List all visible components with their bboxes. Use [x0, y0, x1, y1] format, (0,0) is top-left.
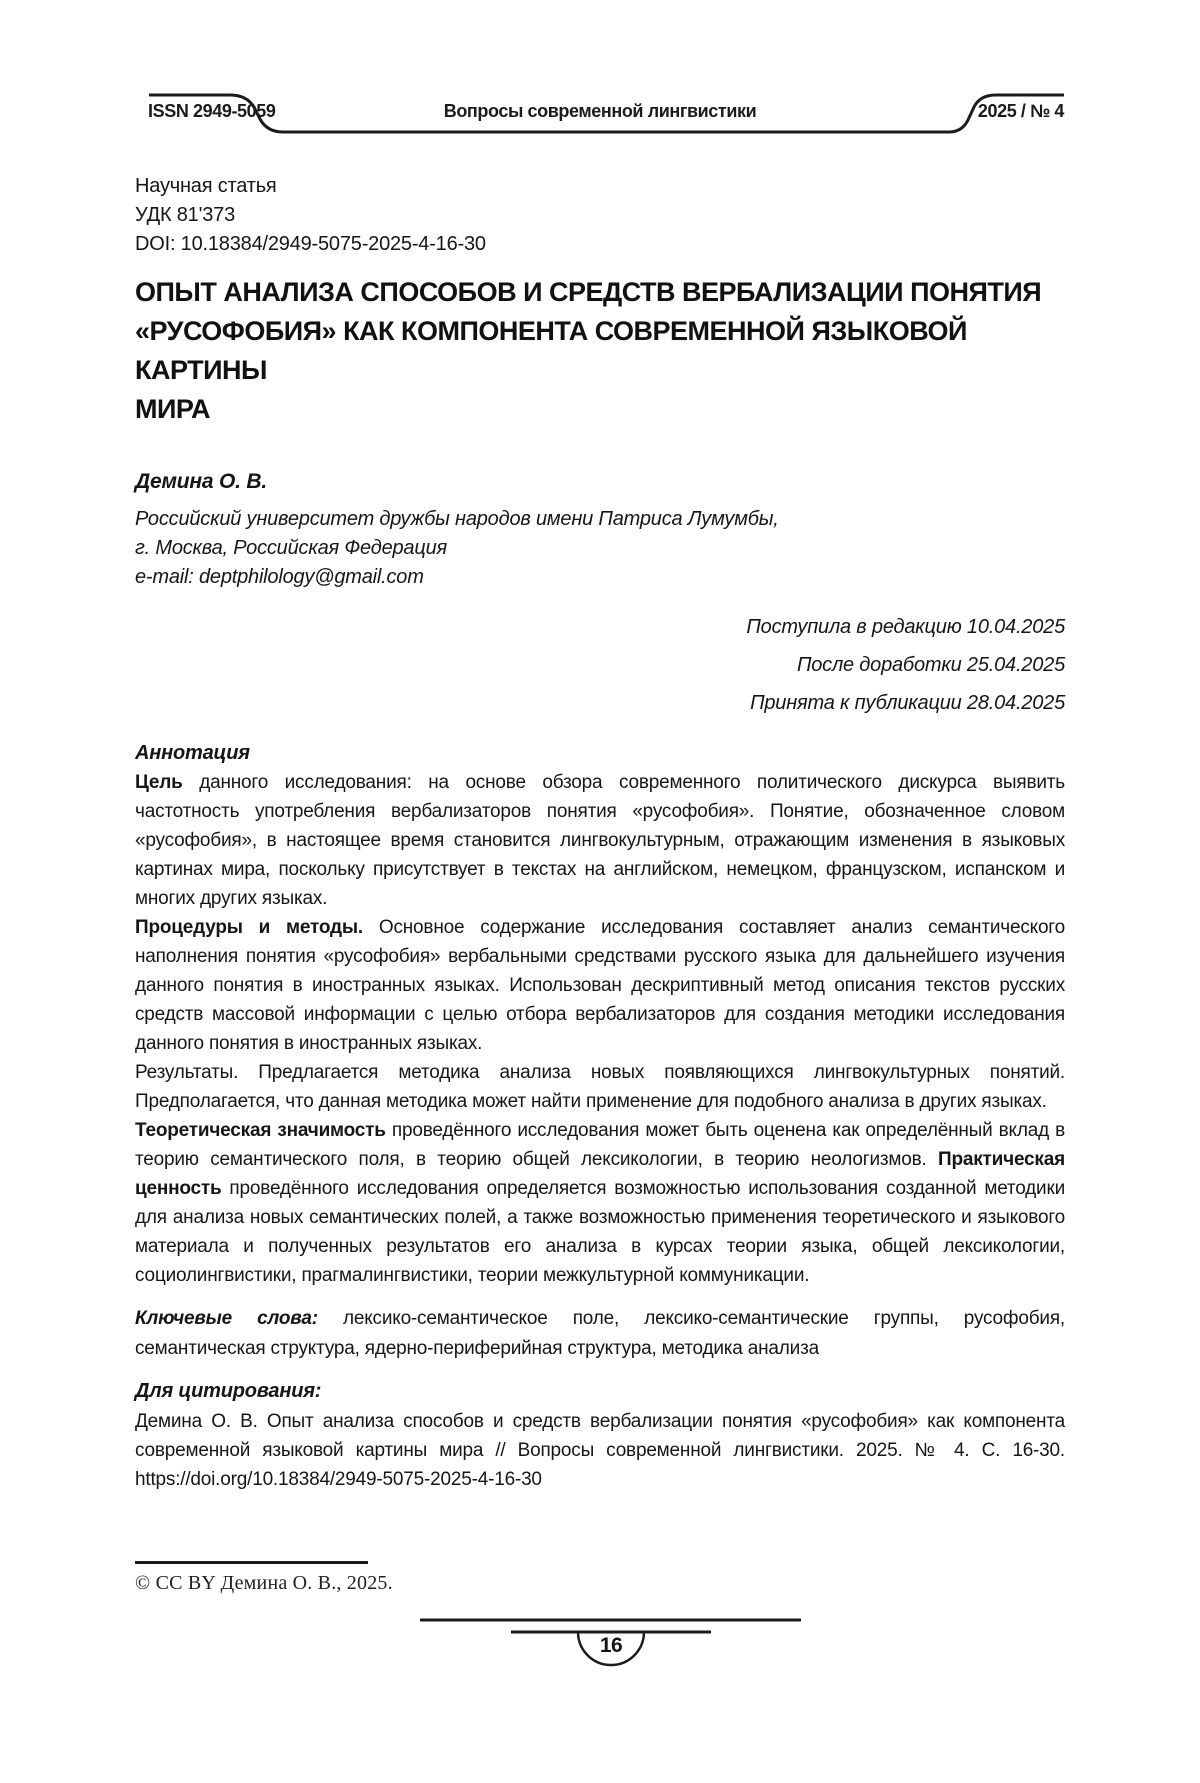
practice-label: Практическая ценность — [135, 1149, 1065, 1199]
page-number: 16 — [599, 1634, 623, 1657]
header-issue: 2025 / № 4 — [977, 101, 1064, 121]
methods-text: Основное содержание исследования составляет анализ семантического наполнения понятия «русофобия» вербальными средствами русского языка для дальнейшего изучения данного понятия в иностранных языках. Использован дескриптивный метод описания текстов русских средств массовой информации с целью отбора вербализаторов для создания методики исследования данного понятия в иностранных языках. — [135, 917, 1065, 1054]
doi-line: DOI: 10.18384/2949-5075-2025-4-16-30 — [135, 233, 486, 255]
udc-code: УДК 81'373 — [135, 204, 235, 226]
practice-text: проведённого исследования определяется возможностью использования созданной методики для анализа новых семантических полей, а также возможностью применения теоретического и языкового материала и полученных результатов его анализа в курсах теории языка, общей лексикологии, социолингвистики, прагмалингвистики, теории межкультурной коммуникации. — [135, 1178, 1065, 1286]
methods-label: Процедуры и методы. — [135, 917, 363, 938]
author-email: e-mail: deptphilology@gmail.com — [135, 566, 424, 588]
abstract-methods-paragraph — [135, 913, 1065, 1058]
aim-text: данного исследования: на основе обзора современного политического дискурса выявить частотность употребления вербализаторов понятия «русофобия». Понятие, обозначенное словом «русофобия», в настоящее время становится лингвокультурным, отражающим изменения в языковых картинах мира, поскольку присутствует в текстах на английском, немецком, французском, испанском и многих других языках. — [135, 772, 1065, 909]
citation-section — [135, 1377, 1065, 1494]
copyright-notice: © CC BY Демина О. В., 2025. — [135, 1572, 393, 1594]
header-issn: ISSN 2949-5059 — [148, 101, 276, 121]
date-revised: После доработки 25.04.2025 — [796, 654, 1065, 676]
date-received: Поступила в редакцию 10.04.2025 — [746, 616, 1065, 638]
keywords-text: лексико-семантическое поле, лексико-семантические группы, русофобия, семантическая структура, ядерно-периферийная структура, методика анализа — [135, 1308, 1065, 1359]
citation-label: Для цитирования: — [135, 1380, 322, 1402]
keywords-label: Ключевые слова: — [135, 1308, 318, 1329]
author-name: Демина О. В. — [135, 470, 268, 493]
abstract-significance-paragraph — [135, 1116, 1065, 1290]
aim-label: Цель — [135, 772, 183, 793]
results-text: Результаты. Предлагается методика анализа новых появляющихся лингвокультурных понятий. Предполагается, что данная методика может найти применение для подобного анализа в других языках. — [135, 1062, 1065, 1112]
date-accepted: Принята к публикации 28.04.2025 — [750, 692, 1065, 714]
citation-text: Демина О. В. Опыт анализа способов и средств вербализации понятия «русофобия» как компонента современной языковой картины мира // Вопросы современной лингвистики. 2025. № 4. С. 16-30. https://doi.org/10.18384/2949-5075-2025-4-16-30 — [135, 1411, 1065, 1490]
abstract-aim-paragraph — [135, 768, 1065, 913]
abstract-heading: Аннотация — [135, 742, 250, 764]
theory-text: проведённого исследования может быть оценена как определённый вклад в теорию семантического поля, в теорию общей лексикологии, в теорию неологизмов. — [135, 1120, 1066, 1170]
author-affiliation — [135, 505, 1065, 592]
article-title: ОПЫТ АНАЛИЗА СПОСОБОВ И СРЕДСТВ ВЕРБАЛИЗАЦИИ ПОНЯТИЯ «РУСОФОБИЯ» КАК КОМПОНЕНТА СОВРЕМЕННОЙ ЯЗЫКОВОЙ КАРТИНЫ МИРА — [135, 277, 1042, 424]
abstract-section — [135, 739, 1065, 1290]
abstract-results-paragraph — [135, 1058, 1065, 1116]
header-journal-title: Вопросы современной лингвистики — [443, 101, 757, 121]
keywords-paragraph — [135, 1304, 1065, 1364]
affiliation-line-2: г. Москва, Российская Федерация — [135, 537, 447, 559]
theory-label: Теоретическая значимость — [135, 1120, 386, 1141]
article-dates — [135, 608, 1065, 722]
affiliation-line-1: Российский университет дружбы народов имени Патриса Лумумбы, — [135, 508, 779, 530]
copyright-rule — [135, 1561, 368, 1564]
article-content — [135, 172, 1065, 1494]
article-type: Научная статья — [135, 175, 277, 197]
